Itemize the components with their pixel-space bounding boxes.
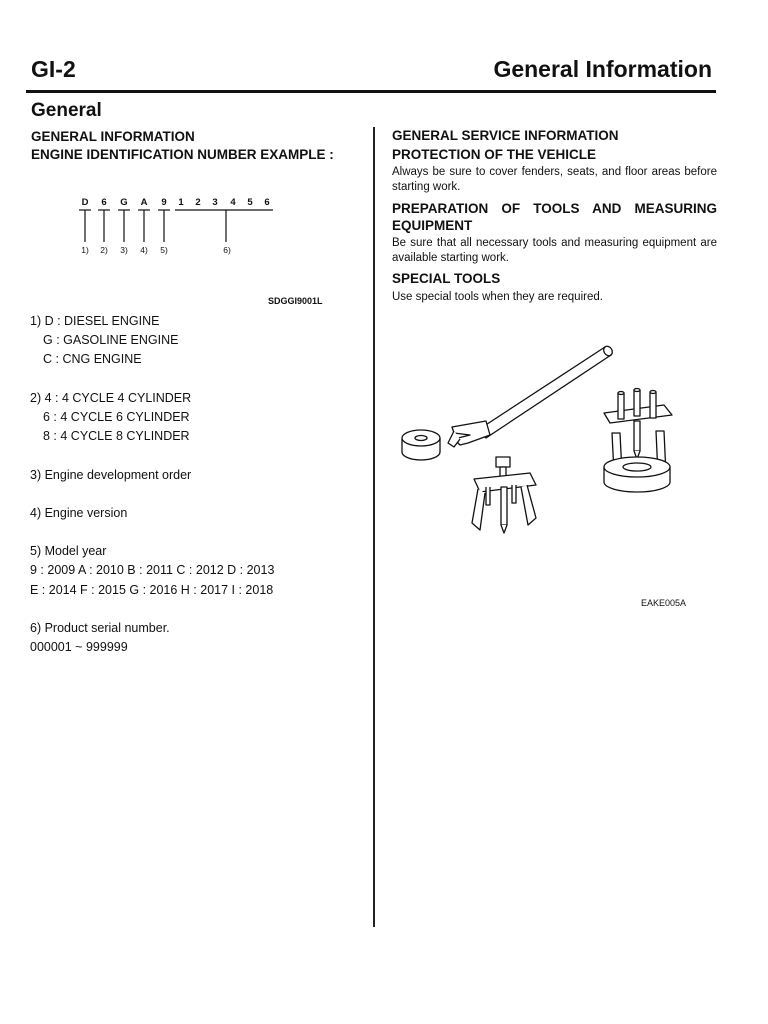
list-item: 2) 4 : 4 CYCLE 4 CYLINDER [30,390,192,405]
id-char: 9 [161,197,167,208]
figure-code: EAKE005A [641,598,687,608]
preparation-text: Be sure that all necessary tools and measuring equipment are available starting work. [392,237,717,264]
list-item: 5) Model year [30,544,107,559]
list-item: 6) Product serial number. [30,621,170,635]
page-title: General Information [493,56,712,82]
list-item: 000001 ~ 999999 [30,640,128,655]
bearing-separator [604,389,672,493]
special-tools-text: Use special tools when they are required. [392,291,603,303]
list-item: 1) D : DIESEL ENGINE [30,314,160,328]
list-spacer [30,523,360,542]
marker-label: 2) [100,245,108,255]
list-item: 9 : 2009 A : 2010 B : 2011 C : 2012 D : 2013 [30,563,275,578]
id-char: 6 [101,197,107,208]
page-id: GI-2 [31,56,76,82]
id-char: G [120,197,128,208]
diagram-code: SDGGI9001L [268,296,323,306]
list-spacer [30,370,360,389]
id-char: A [140,197,148,208]
preparation-heading: PREPARATION OF TOOLS AND MEASURING EQUIPMENT [392,201,717,233]
engine-id-heading: ENGINE IDENTIFICATION NUMBER EXAMPLE : [31,147,334,162]
list-item: 8 : 4 CYCLE 8 CYLINDER [43,429,190,444]
list-item: 3) Engine development order [30,467,192,482]
general-info-heading: GENERAL INFORMATION [31,129,195,144]
fork-tool [448,345,614,447]
list-item: C : CNG ENGINE [43,352,142,367]
protection-text: Always be sure to cover fenders, seats, and floor areas before starting work. [392,166,717,193]
list-spacer [30,446,360,465]
marker-label: 5) [160,245,168,255]
marker-label: 4) [140,245,148,255]
id-char: D [81,197,89,208]
column-divider [373,127,375,927]
engine-id-legend [30,312,360,657]
list-item: E : 2014 F : 2015 G : 2016 H : 2017 I : 2018 [30,582,274,597]
special-tools-illustration [390,335,710,545]
list-item: G : GASOLINE ENGINE [43,333,179,348]
list-item: 4) Engine version [30,505,128,520]
header-rule [26,90,716,93]
marker-label: 1) [81,245,89,255]
marker-label: 6) [223,245,231,255]
list-spacer [30,485,360,504]
general-service-heading: GENERAL SERVICE INFORMATION [392,128,619,143]
engine-id-diagram [70,190,290,265]
marker-label: 3) [120,245,128,255]
ring-washer [402,430,440,460]
id-char: 6 [264,197,270,208]
small-puller [472,457,536,533]
id-char: 3 [212,197,218,208]
list-item: 6 : 4 CYCLE 6 CYLINDER [43,409,190,424]
id-char: 4 [230,197,236,208]
protection-heading: PROTECTION OF THE VEHICLE [392,147,597,162]
special-tools-heading: SPECIAL TOOLS [392,271,501,286]
list-spacer [30,600,360,619]
id-char: 5 [247,197,253,208]
id-char: 2 [195,197,201,208]
id-char: 1 [178,197,184,208]
section-title: General [31,100,102,121]
